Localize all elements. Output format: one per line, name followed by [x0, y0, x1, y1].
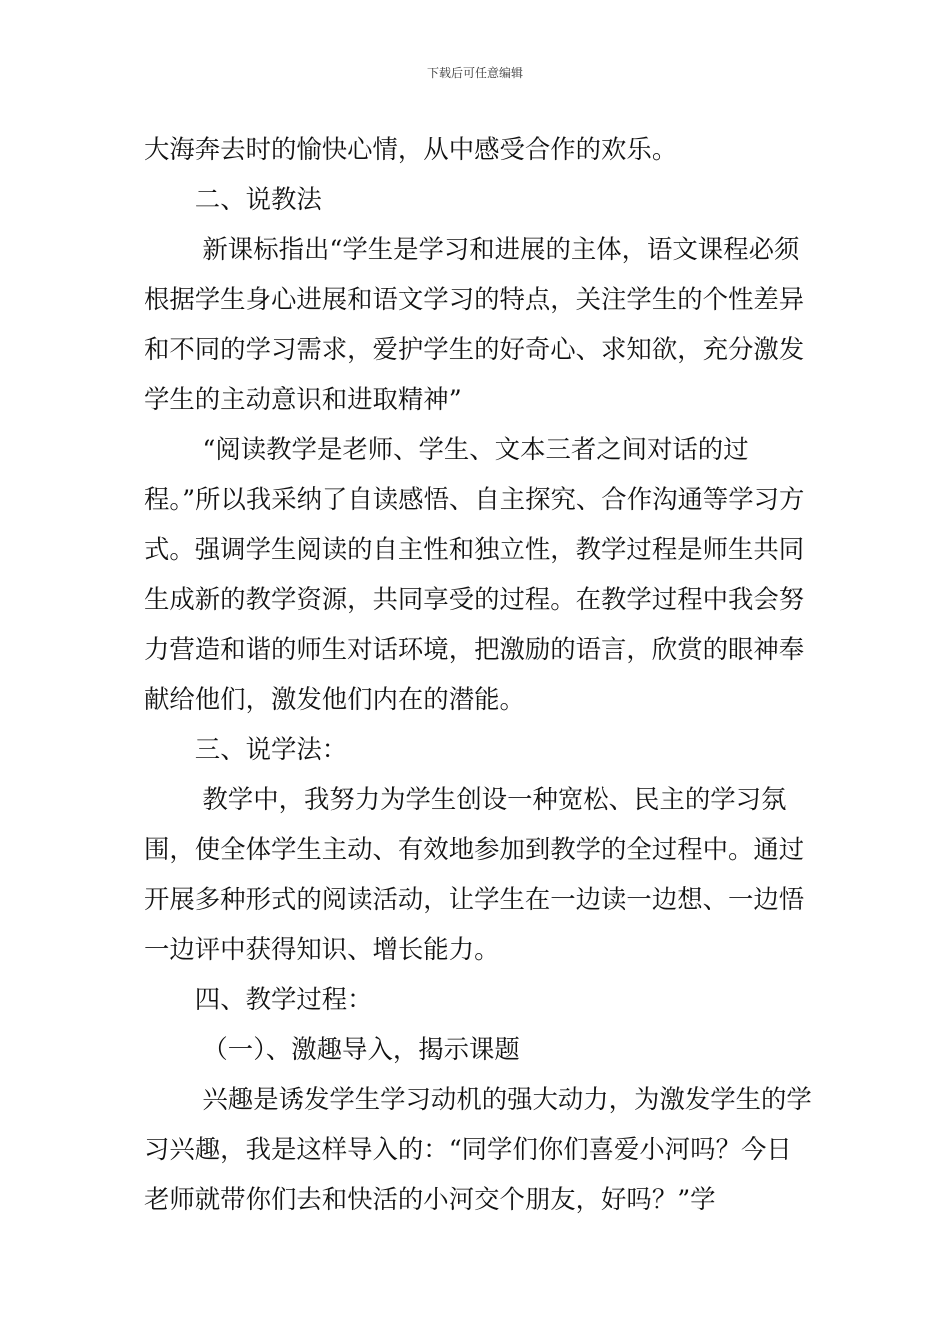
paragraph-curriculum-standard: 新课标指出“学生是学习和进展的主体，语文课程必须根据学生身心进展和语文学习的特点，关注学生的个性差异和不同的学习需求，爱护学生的好奇心、求知欲，充分激发学生的主动意识和进取精神” [144, 234, 805, 414]
section-heading-teaching-method: 二、说教法 [194, 184, 322, 214]
document-body [144, 124, 814, 1224]
section-heading-teaching-process: 四、教学过程： [194, 984, 373, 1014]
paragraph-intro: 兴趣是诱发学生学习动机的强大动力，为激发学生的学习兴趣，我是这样导入的：“同学们你们喜爱小河吗？今日老师就带你们去和快活的小河交个朋友，好吗？”学 [144, 1084, 812, 1214]
paragraph-learning-method: 教学中，我努力为学生创设一种宽松、民主的学习氛围，使全体学生主动、有效地参加到教学的全过程中。通过开展多种形式的阅读活动，让学生在一边读一边想、一边悟一边评中获得知识、增长能力。 [144, 784, 805, 964]
paragraph-continuation: 大海奔去时的愉快心情，从中感受合作的欢乐。 [144, 134, 678, 164]
paragraph-reading-teaching: “阅读教学是老师、学生、文本三者之间对话的过程。”所以我采纳了自读感悟、自主探究、合作沟通等学习方式。强调学生阅读的自主性和独立性，教学过程是师生共同生成新的教学资源，共同享受的过程。在教学过程中我会努力营造和谐的师生对话环境，把激励的语言，欣赏的眼神奉献给他们，激发他们内在的潜能。 [144, 434, 805, 714]
section-heading-learning-method: 三、说学法： [194, 734, 348, 764]
page-header: 下载后可任意编辑 [426, 66, 523, 80]
subsection-heading-intro: （一）、激趣导入，揭示课题 [202, 1034, 520, 1064]
